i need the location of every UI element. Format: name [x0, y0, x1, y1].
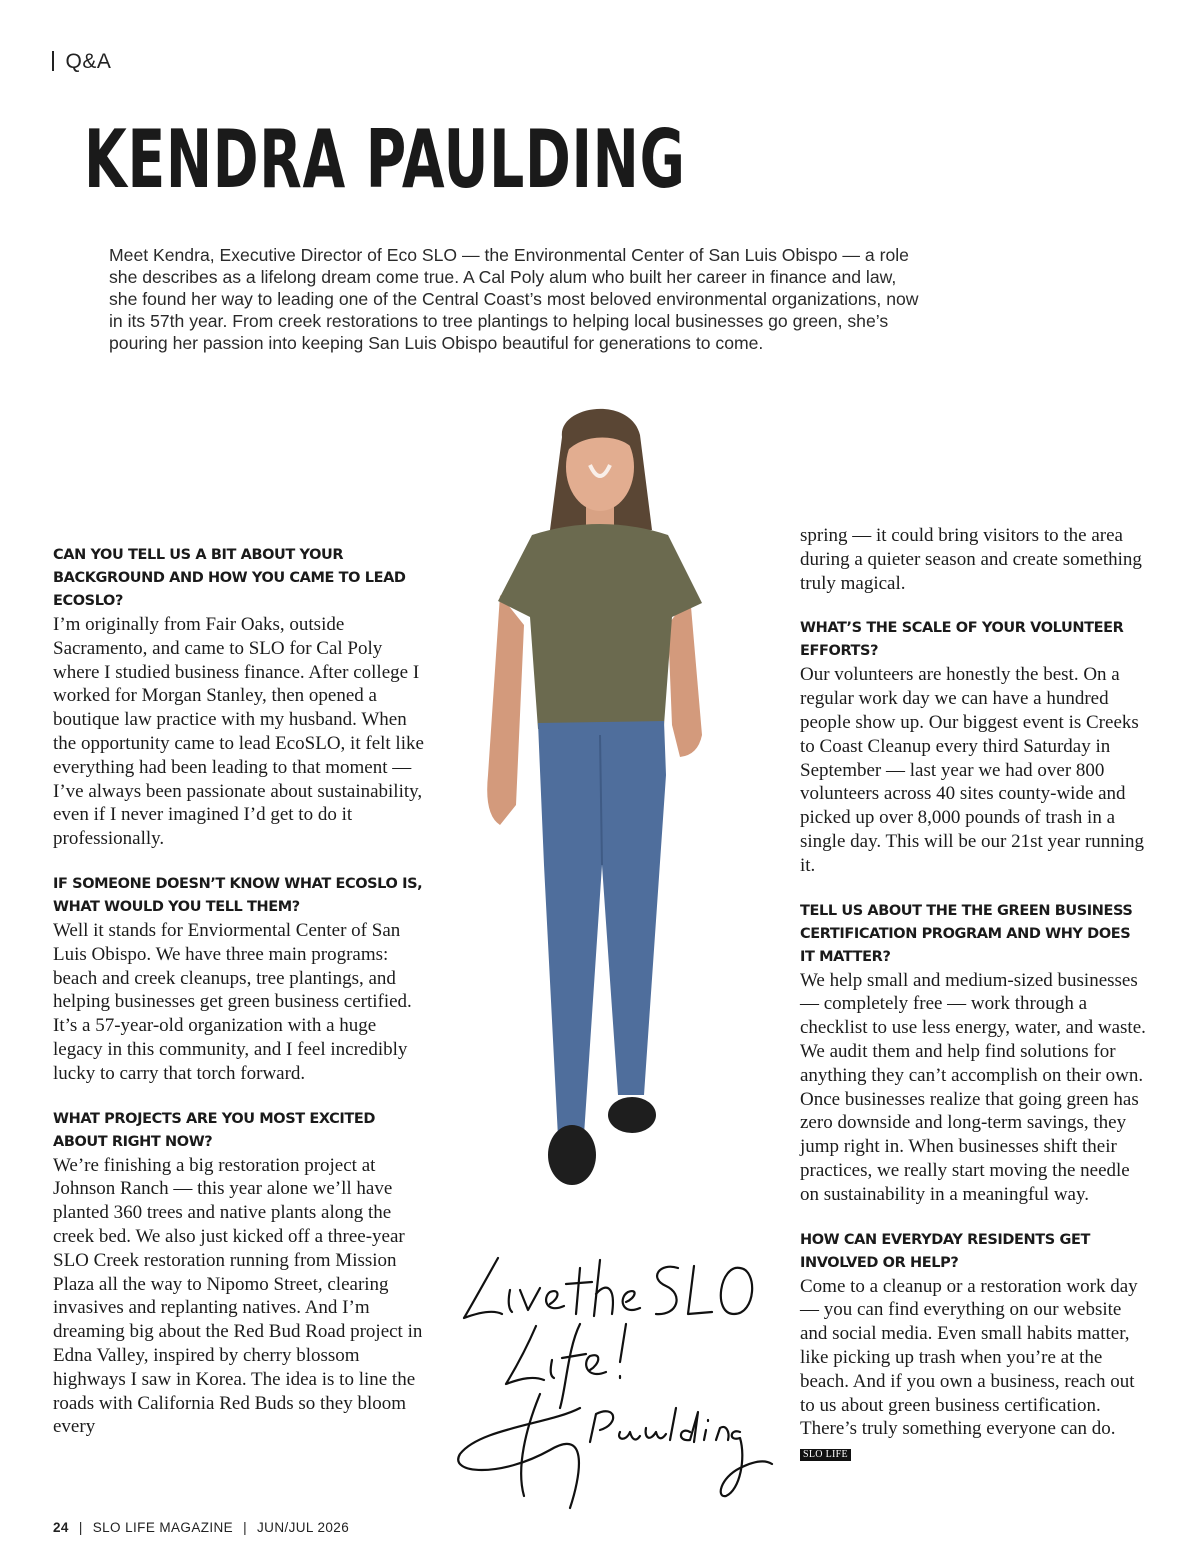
page-footer — [53, 1520, 349, 1535]
end-mark-badge: SLO LIFE — [800, 1449, 851, 1461]
section-label: Q&A — [65, 50, 112, 73]
divider — [52, 51, 54, 71]
answer-4: Our volunteers are honestly the best. On a regular work day we can have a hundred people show up. Our biggest event is Creeks to Coast Cleanup every third Saturday in September — last year we had over 800 volunteers across 40 sites county-wide and picked up over 8,000 pounds of trash in a single day. This will be our 21st year running it. — [800, 664, 1145, 876]
question-3: WHAT PROJECTS ARE YOU MOST EXCITED ABOUT RIGHT NOW? — [53, 1110, 376, 1150]
issue-date: JUN/JUL 2026 — [257, 1520, 350, 1535]
page-number: 24 — [53, 1520, 69, 1535]
question-5: TELL US ABOUT THE THE GREEN BUSINESS CERTIFICATION PROGRAM AND WHY DOES IT MATTER? — [800, 902, 1133, 965]
left-column — [53, 544, 425, 1461]
section-tag — [52, 50, 111, 74]
question-6: HOW CAN EVERYDAY RESIDENTS GET INVOLVED OR HELP? — [800, 1231, 1090, 1271]
page-title: KENDRA PAULDING — [84, 113, 686, 206]
magazine-name: SLO LIFE MAGAZINE — [92, 1520, 234, 1535]
divider: | — [78, 1520, 83, 1535]
answer-1: I’m originally from Fair Oaks, outside Sacramento, and came to SLO for Cal Poly where I studied business finance. After college I worked for Morgan Stanley, then opened a boutique law practice with my husband. When the opportunity came to lead EcoSLO, it felt like everything had been leading to that moment — I’ve always been passionate about sustainability, even if I never imagined I’d get to do it professionally. — [53, 614, 424, 850]
question-4: WHAT’S THE SCALE OF YOUR VOLUNTEER EFFORTS? — [800, 620, 1124, 660]
answer-5: We help small and medium-sized businesses — completely free — work through a checklist to use less energy, water, and waste. We audit them and help find solutions for anything they can’t accomplish on their own. Once businesses realize that going green has zero downside and long-term savings, they jump right in. When businesses shift their practices, we really start moving the needle on sustainability in a meaningful way. — [800, 969, 1146, 1205]
question-1: CAN YOU TELL US A BIT ABOUT YOUR BACKGROUND AND HOW YOU CAME TO LEAD ECOSLO? — [53, 547, 406, 609]
right-column — [800, 524, 1148, 1487]
answer-2: Well it stands for Enviormental Center of San Luis Obispo. We have three main programs: beach and creek cleanups, tree plantings, and helping businesses get green business certified. It’s a 57-year-old organization with a huge legacy in this community, and I feel incredibly lucky to carry that torch forward. — [53, 919, 412, 1084]
question-2: IF SOMEONE DOESN’T KNOW WHAT ECOSLO IS, WHAT WOULD YOU TELL THEM? — [53, 875, 423, 915]
answer-3-continued: spring — it could bring visitors to the area during a quieter season and create something truly magical. — [800, 525, 1142, 594]
portrait-photo — [440, 395, 760, 1235]
intro-paragraph: Meet Kendra, Executive Director of Eco SLO — the Environmental Center of San Luis Obispo — a role she describes as a lifelong dream come true. A Cal Poly alum who built her career in finance and law, she found her way to leading one of the Central Coast’s most beloved environmental organizations, now in its 57th year. From creek restorations to tree plantings to helping local businesses go green, she’s pouring her passion into keeping San Luis Obispo beautiful for generations to come. — [109, 245, 919, 353]
answer-6-text: Come to a cleanup or a restoration work day — you can find everything on our website and social media. Even small habits matter, like picking up trash when you’re at the beach. And if you own a business, reach out to us about green business certification. There’s truly something everyone can do. — [800, 1275, 1138, 1440]
divider: | — [243, 1520, 248, 1535]
handwritten-signature — [440, 1228, 790, 1518]
answer-3: We’re finishing a big restoration project at Johnson Ranch — this year alone we’ll have planted 360 trees and native plants along the creek bed. We also just kicked off a three-year SLO Creek restoration running from Mission Plaza all the way to Nipomo Street, clearing invasives and replanting natives. And I’m dreaming big about the Red Bud Road project in Edna Valley, inspired by cherry blossom highways I saw in Korea. The idea is to line the roads with California Red Buds so they bloom every — [53, 1154, 423, 1438]
answer-6 — [800, 1275, 1148, 1465]
